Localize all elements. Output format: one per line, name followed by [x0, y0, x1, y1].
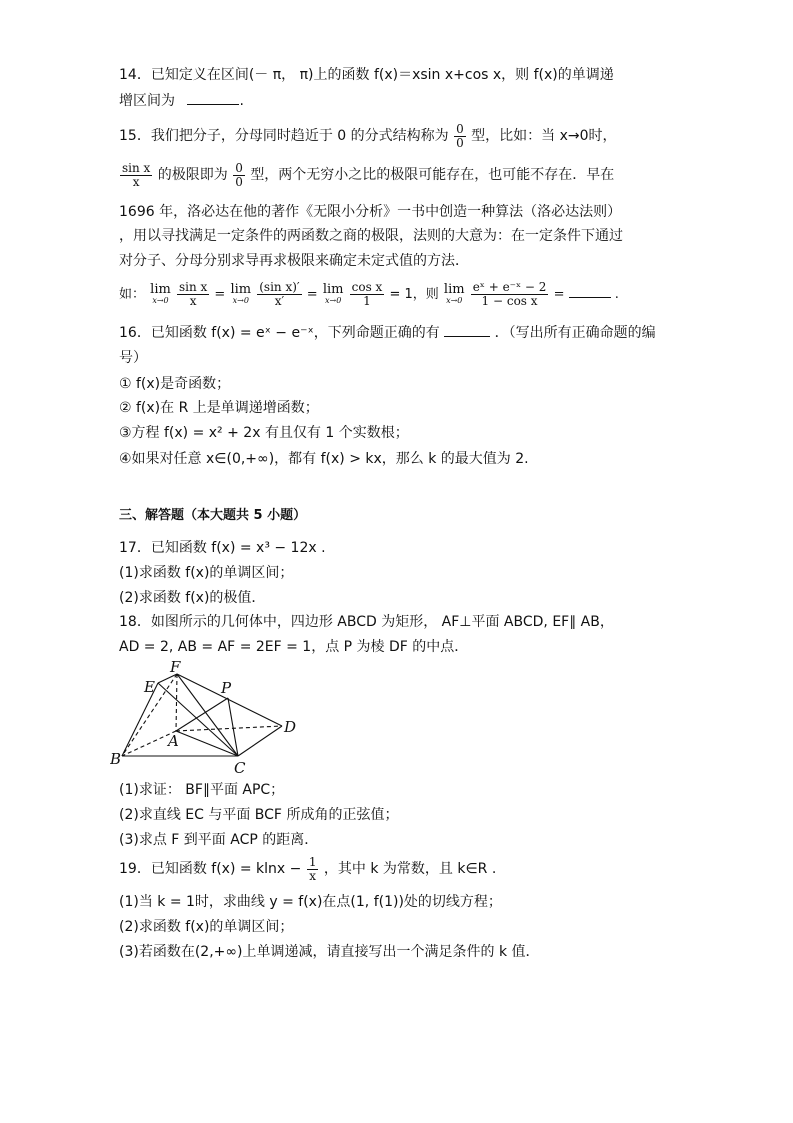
q14-line1: 14．已知定义在区间(－ π， π)上的函数 f(x)＝xsin x+cos x，则 f(x)的单调递 — [119, 67, 614, 83]
lim-text: lim — [150, 281, 171, 297]
q15-period: . — [614, 287, 619, 302]
q18-part-2: (2)求直线 EC 与平面 BCF 所成角的正弦值； — [119, 807, 399, 823]
label-P: P — [221, 679, 232, 697]
frac-den: 1 — [363, 294, 371, 308]
q18-line2: AD = 2, AB = AF = 2EF = 1，点 P 为棱 DF 的中点． — [119, 639, 469, 655]
q16-line1 — [119, 324, 656, 342]
edge-CD — [238, 726, 282, 756]
lim-sub: x→0 — [152, 295, 169, 305]
q15-line3: 1696 年，洛必达在他的著作《无限小分析》一书中创造一种算法（洛必达法则） — [119, 204, 622, 220]
edge-AD — [176, 726, 282, 731]
label-F: F — [170, 658, 181, 676]
q15-example-prefix: 如： — [119, 287, 146, 302]
q15-line2-b: 型，两个无穷小之比的极限可能存在，也可能不存在．早在 — [250, 167, 615, 183]
edge-PC — [228, 698, 238, 756]
frac-num: sin x — [122, 160, 151, 175]
label-A: A — [168, 732, 179, 750]
section-title: 三、解答题（本大题共 5 小题） — [119, 508, 307, 523]
q16-item-4: ④如果对任意 x∈(0,+∞)，都有 f(x) > kx，那么 k 的最大值为 2. — [119, 451, 529, 467]
label-D: D — [284, 718, 297, 736]
label-C: C — [234, 759, 246, 776]
q15-fraction-zero-zero — [454, 123, 466, 150]
lim-sub: x→0 — [325, 295, 342, 305]
lim-text: lim — [230, 281, 252, 297]
edge-FA — [176, 674, 177, 731]
frac-num: cos x — [351, 280, 383, 294]
q19-line1-b: ，其中 k 为常数，且 k∈R . — [323, 861, 497, 877]
q16-item-2: ② f(x)在 R 上是单调递增函数； — [119, 400, 319, 416]
q17-part-1: (1)求函数 f(x)的单调区间； — [119, 565, 294, 581]
q18-part-1: (1)求证： BF∥平面 APC； — [119, 782, 285, 798]
q16-line1-b: ．（写出所有正确命题的编 — [494, 325, 656, 341]
frac-den: 1 − cos x — [481, 294, 538, 308]
frac-den: x — [189, 294, 197, 308]
q15-ex-frac-4 — [471, 281, 549, 308]
lim-sub: x→0 — [232, 295, 249, 305]
frac-den: 0 — [456, 135, 464, 150]
q15-line1-b: 型，比如：当 x→0时， — [471, 128, 617, 144]
frac-num: (sin x)′ — [259, 280, 300, 294]
q19-part-3: (3)若函数在(2,+∞)上单调递减，请直接写出一个满足条件的 k 值． — [119, 944, 540, 960]
q16-item-3: ③方程 f(x) = x² + 2x 有且仅有 1 个实数根； — [119, 425, 409, 441]
q16-answer-blank[interactable] — [444, 324, 490, 337]
frac-num: sin x — [178, 280, 208, 294]
frac-num: 0 — [235, 160, 243, 175]
q15-example-line: 如： lim x→0 $\frac{\text{sin x}}{x}$ = lim x→0 $\frac{\text{(sin x)′}}{x'}$ = lim x→0 $\frac{\text{cos x}}{1}$ = 1，则 lim x→0 $\frac{\text{eˣ + e⁻ˣ − 2}}{\text{1 − cos x}}$ = . — [119, 280, 619, 308]
q19-part-2: (2)求函数 f(x)的单调区间； — [119, 919, 294, 935]
q15-ex-frac-3 — [350, 281, 385, 308]
q15-fraction-zero-zero-2 — [233, 162, 245, 189]
q15-line2 — [119, 160, 614, 190]
frac-den: 0 — [235, 174, 243, 189]
q16-line1-a: 16．已知函数 f(x) = eˣ − e⁻ˣ，下列命题正确的有 — [119, 325, 440, 341]
q15-ex-frac-2 — [257, 281, 301, 308]
q15-line2-a: 的极限即为 — [157, 167, 228, 183]
q14-answer-blank[interactable] — [187, 92, 239, 105]
geometry-figure — [110, 656, 310, 776]
lim-text: lim — [322, 281, 344, 297]
frac-num: 1 — [308, 854, 317, 869]
q15-line4: ，用以寻找满足一定条件的两函数之商的极限，法则的大意为：在一定条件下通过 — [119, 228, 623, 244]
lim-operator — [230, 281, 252, 306]
frac-den: x — [309, 868, 317, 883]
frac-num: eˣ + e⁻ˣ − 2 — [472, 280, 547, 294]
q15-ex-frac-1 — [177, 281, 209, 308]
lim-sub: x→0 — [446, 295, 463, 305]
lim-operator — [443, 281, 465, 306]
q18-part-3: (3)求点 F 到平面 ACP 的距离． — [119, 832, 319, 848]
q19-fraction — [307, 856, 319, 883]
q15-line1-a: 15．我们把分子，分母同时趋近于 0 的分式结构称为 — [119, 128, 449, 144]
q15-fraction-sinx-x — [120, 162, 152, 189]
edge-PA — [176, 698, 228, 731]
frac-den: x′ — [274, 294, 285, 308]
q17-stem: 17．已知函数 f(x) = x³ − 12x . — [119, 540, 326, 556]
q15-line5: 对分子、分母分别求导再求极限来确定未定式值的方法． — [119, 253, 469, 269]
q17-part-2: (2)求函数 f(x)的极值． — [119, 590, 266, 606]
lim-operator — [322, 281, 344, 306]
q16-item-1: ① f(x)是奇函数； — [119, 376, 231, 392]
q16-line2: 号） — [119, 350, 147, 366]
frac-den: x — [132, 174, 140, 189]
label-E: E — [144, 678, 155, 696]
q15-eq-end: = — [553, 287, 565, 302]
q18-line1: 18．如图所示的几何体中，四边形 ABCD 为矩形， AF⊥平面 ABCD, EF∥ AB， — [119, 614, 614, 630]
q19-line1-a: 19．已知函数 f(x) = klnx − — [119, 861, 302, 877]
q14-line2: 增区间为 . — [119, 93, 244, 109]
q19-line1 — [119, 854, 496, 884]
label-B: B — [110, 750, 122, 768]
lim-operator — [150, 281, 171, 306]
q19-part-1: (1)当 k = 1时，求曲线 y = f(x)在点(1, f(1))处的切线方程； — [119, 894, 502, 910]
frac-num: 0 — [456, 121, 464, 136]
q15-eq1: = 1，则 — [389, 287, 439, 302]
q15-answer-blank[interactable] — [569, 285, 611, 298]
q14-line2-text: 增区间为 — [119, 93, 175, 109]
q15-line1 — [119, 121, 617, 151]
lim-text: lim — [443, 281, 465, 297]
